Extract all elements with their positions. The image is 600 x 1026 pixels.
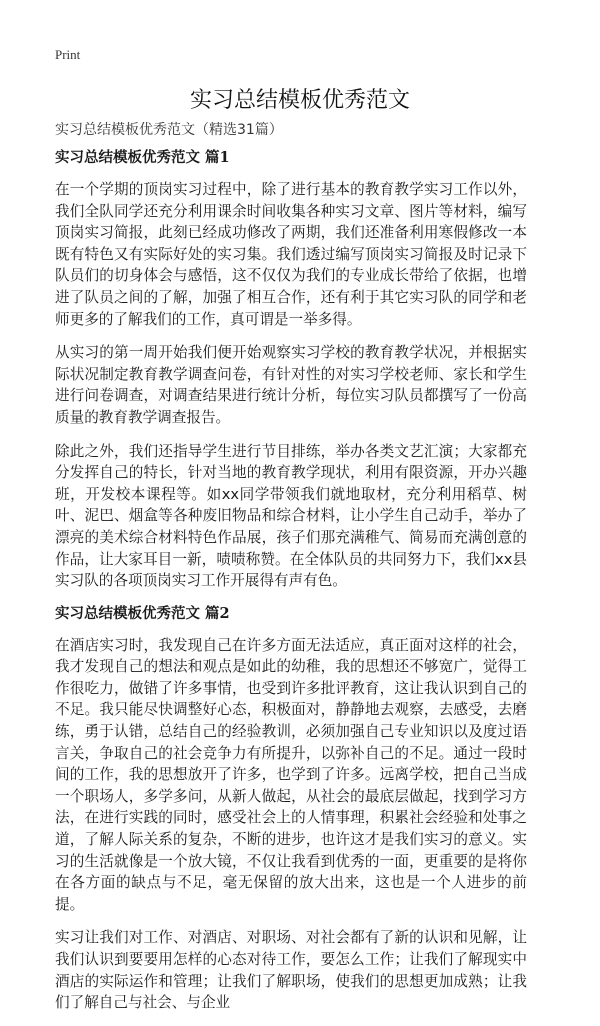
page-title: 实习总结模板优秀范文 [189, 88, 410, 113]
section-heading: 实习总结模板优秀范文 篇1 [55, 149, 230, 166]
document-subtitle: 实习总结模板优秀范文（精选31篇） [55, 122, 283, 138]
print-label: Print [55, 47, 81, 62]
paragraph: 从实习的第一周开始我们便开始观察实习学校的教育教学状况，并根据实际状况制定教育教学调查问卷，有针对性的对实习学校老师、家长和学生进行问卷调查，对调查结果进行统计分析，每位实习队员都撰写了一份高质量的教育教学调查报告。 [55, 344, 527, 426]
paragraph: 在一个学期的顶岗实习过程中，除了进行基本的教育教学实习工作以外，我们全队同学还充分利用课余时间收集各种实习文章、图片等材料，编写顶岗实习简报，此刻已经成功修改了两期，我们还准备利用寒假修改一本既有特色又有实际好处的实习集。我们透过编写顶岗实习简报及时记录下队员们的切身体会与感悟，这不仅仅为我们的专业成长带给了依据，也增进了队员之间的了解，加强了相互合作，还有利于其它实习队的同学和老师更多的了解我们的工作，真可谓是一举多得。 [55, 181, 527, 328]
paragraph: 实习让我们对工作、对酒店、对职场、对社会都有了新的认识和见解，让我们认识到要要用怎样的心态对待工作，要怎么工作；让我们了解现实中酒店的实际运作和管理；让我们了解职场，使我们的思想更加成熟；让我们了解自己与社会、与企业 [55, 929, 527, 1012]
paragraph: 在酒店实习时，我发现自己在许多方面无法适应，真正面对这样的社会，我才发现自己的想法和观点是如此的幼稚，我的思想还不够宽广，觉得工作很吃力，做错了许多事情，也受到许多批评教育，这让我认识到自己的不足。我只能尽快调整好心态，积极面对，静静地去观察，去感受，去磨练，勇于认错，总结自己的经验教训，必须加强自己专业知识以及度过语言关，争取自己的社会竞争力有所提升，以弥补自己的不足。通过一段时间的工作，我的思想放开了许多，也学到了许多。远离学校，把自己当成一个职场人，多学多问，从新人做起，从社会的最底层做起，找到学习方法，在进行实践的同时，感受社会上的人情事理，积累社会经验和处事之道，了解人际关系的复杂，不断的进步，也许这才是我们实习的意义。实习的生活就像是一个放大镜，不仅让我看到优秀的一面，更重要的是将你在各方面的缺点与不足，毫无保留的放大出来，这也是一个人进步的前提。 [55, 636, 527, 913]
document-body [55, 148, 527, 1026]
paragraph: 除此之外，我们还指导学生进行节目排练，举办各类文艺汇演；大家都充分发挥自己的特长，针对当地的教育教学现状，利用有限资源，开办兴趣班，开发校本课程等。如xx同学带领我们就地取材，充分利用稻草、树叶、泥巴、烟盒等各种废旧物品和综合材料，让小学生自己动手，举办了漂亮的美术综合材料特色作品展，孩子们那充满稚气、简易而充满创意的作品，让大家耳目一新，啧啧称赞。在全体队员的共同努力下，我们xx县实习队的各项顶岗实习工作开展得有声有色。 [55, 442, 527, 590]
section-heading: 实习总结模板优秀范文 篇2 [55, 604, 230, 622]
